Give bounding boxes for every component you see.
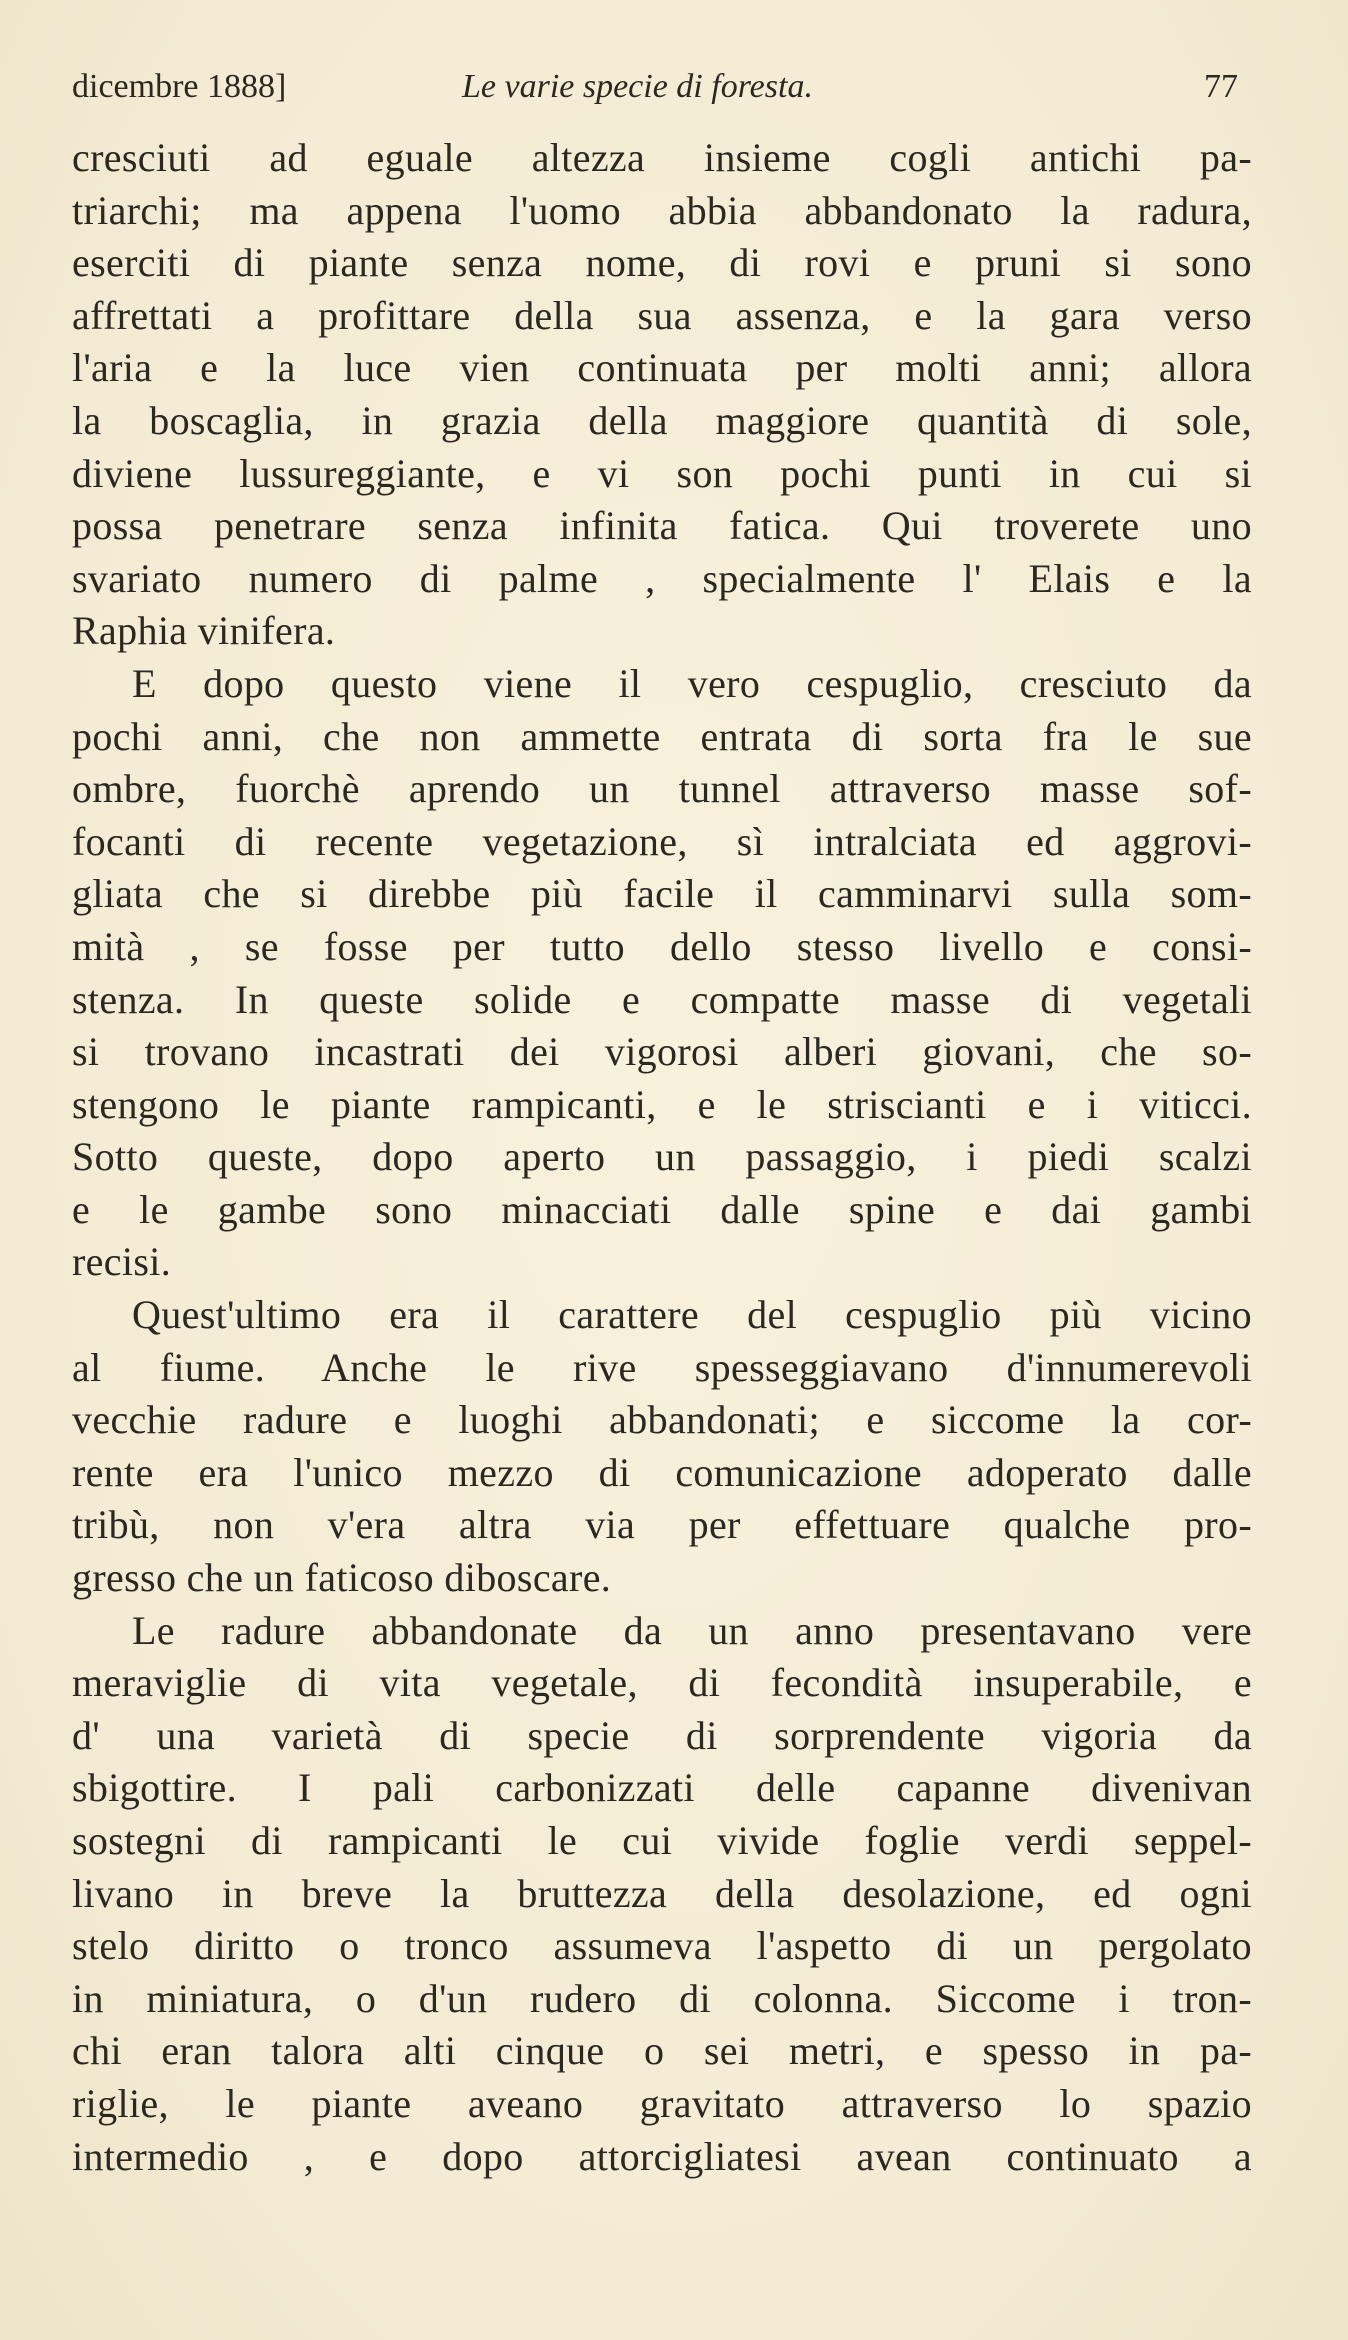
text-line: affrettati a profittare della sua assenza, e la gara verso [72,292,1252,338]
header-title: Le varie specie di foresta. [462,68,813,105]
text-line: Raphia vinifera. [72,608,336,654]
text-line: l'aria e la luce vien continuata per molti anni; allora [72,345,1252,391]
header-date: dicembre 1888] [72,68,287,105]
text-line: Le radure abbandonate da un anno presentavano vere [132,1607,1252,1653]
text-line: la boscaglia, in grazia della maggiore quantità di sole, [72,397,1252,443]
text-line: sbigottire. I pali carbonizzati delle capanne divenivan [72,1765,1252,1811]
text-line: recisi. [72,1239,172,1285]
text-line: stengono le piante rampicanti, e le striscianti e i viticci. [72,1081,1252,1127]
text-line: gresso che un faticoso diboscare. [72,1555,612,1601]
text-line: E dopo questo viene il vero cespuglio, cresciuto da [132,660,1252,706]
text-line: stenza. In queste solide e compatte masse di vegetali [72,976,1252,1022]
text-line: si trovano incastrati dei vigorosi alberi giovani, che so- [72,1029,1252,1075]
text-line: possa penetrare senza infinita fatica. Qui troverete uno [72,503,1252,549]
text-line: sostegni di rampicanti le cui vivide foglie verdi seppel- [72,1818,1252,1863]
page-number: 77 [1204,68,1238,105]
text-line: focanti di recente vegetazione, sì intralciata ed aggrovi- [72,818,1252,864]
running-header [72,68,1238,112]
text-line: intermedio , e dopo attorcigliatesi avean continuato a [72,2133,1252,2179]
text-line: Quest'ultimo era il carattere del cespuglio più vicino [132,1292,1252,1338]
text-line: triarchi; ma appena l'uomo abbia abbandonato la radura, [72,187,1252,233]
text-line: chi eran talora alti cinque o sei metri, e spesso in pa- [72,2028,1252,2074]
text-line: livano in breve la bruttezza della desolazione, ed ogni [72,1870,1252,1916]
text-line: ombre, fuorchè aprendo un tunnel attraverso masse sof- [72,766,1252,812]
text-line: riglie, le piante aveano gravitato attraverso lo spazio [72,2080,1252,2126]
text-line: pochi anni, che non ammette entrata di sorta fra le sue [72,713,1252,759]
text-line: in miniatura, o d'un rudero di colonna. Siccome i tron- [72,1975,1252,2021]
text-line: eserciti di piante senza nome, di rovi e pruni si sono [72,240,1252,286]
text-line: d' una varietà di specie di sorprendente vigoria da [72,1712,1252,1758]
body-text [72,132,1252,2183]
text-line: gliata che si direbbe più facile il camminarvi sulla som- [72,871,1252,917]
text-line: al fiume. Anche le rive spesseggiavano d'innumerevoli [72,1344,1252,1390]
text-line: stelo diritto o tronco assumeva l'aspetto di un pergolato [72,1923,1252,1969]
text-line: Sotto queste, dopo aperto un passaggio, i piedi scalzi [72,1134,1252,1180]
text-line: svariato numero di palme , specialmente l' Elais e la [72,555,1252,601]
text-line: vecchie radure e luoghi abbandonati; e siccome la cor- [72,1397,1252,1443]
text-line: cresciuti ad eguale altezza insieme cogli antichi pa- [72,135,1252,180]
text-line: e le gambe sono minacciati dalle spine e dai gambi [72,1186,1252,1232]
text-line: tribù, non v'era altra via per effettuare qualche pro- [72,1502,1252,1548]
text-line: rente era l'unico mezzo di comunicazione adoperato dalle [72,1449,1252,1495]
text-line: diviene lussureggiante, e vi son pochi punti in cui si [72,450,1252,496]
text-line: mità , se fosse per tutto dello stesso livello e consi- [72,923,1252,969]
text-line: meraviglie di vita vegetale, di fecondità insuperabile, e [72,1660,1252,1706]
